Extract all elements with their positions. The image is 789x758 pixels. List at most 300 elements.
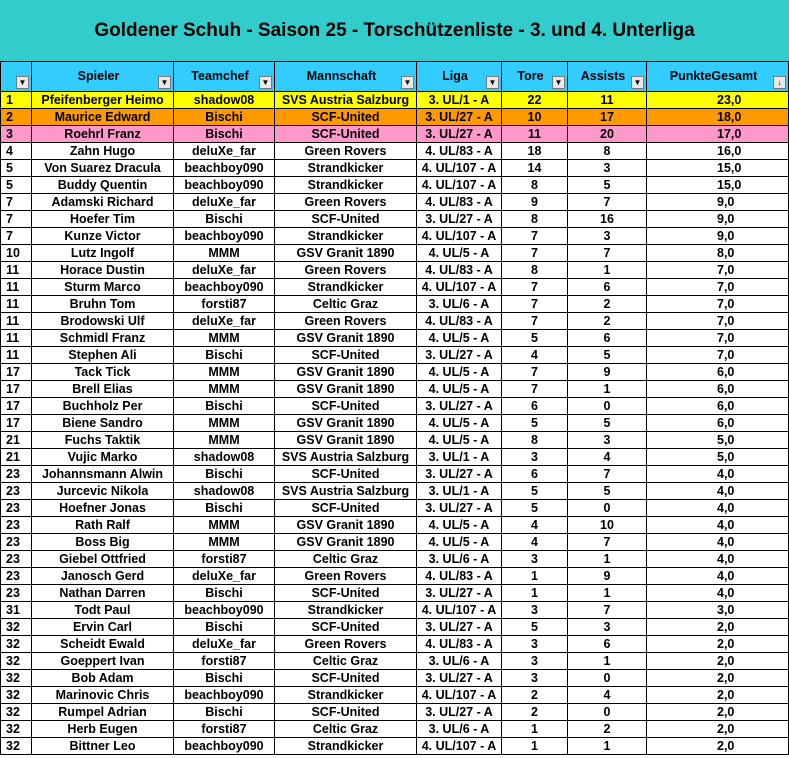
assists-cell: 4: [568, 687, 647, 704]
spieler-cell: Bob Adam: [32, 670, 174, 687]
assists-cell: 2: [568, 296, 647, 313]
table-row: [1, 381, 789, 398]
spieler-cell: Schmidl Franz: [32, 330, 174, 347]
punkte-cell: 4,0: [647, 551, 789, 568]
header-teamchef: Teamchef ▼: [174, 62, 275, 92]
liga-cell: 4. UL/107 - A: [417, 279, 502, 296]
rank-cell: 23: [1, 534, 32, 551]
spieler-cell: Brell Elias: [32, 381, 174, 398]
punkte-cell: 2,0: [647, 721, 789, 738]
table-row: [1, 466, 789, 483]
mannschaft-cell: SCF-United: [275, 109, 417, 126]
punkte-cell: 17,0: [647, 126, 789, 143]
mannschaft-cell: Strandkicker: [275, 177, 417, 194]
liga-cell: 3. UL/27 - A: [417, 585, 502, 602]
spieler-cell: Giebel Ottfried: [32, 551, 174, 568]
rank-cell: 10: [1, 245, 32, 262]
mannschaft-cell: Strandkicker: [275, 602, 417, 619]
spieler-cell: Lutz Ingolf: [32, 245, 174, 262]
table-row: [1, 177, 789, 194]
liga-cell: 4. UL/5 - A: [417, 381, 502, 398]
assists-cell: 11: [568, 92, 647, 109]
teamchef-cell: beachboy090: [174, 602, 275, 619]
teamchef-cell: MMM: [174, 415, 275, 432]
mannschaft-cell: SCF-United: [275, 347, 417, 364]
rank-cell: 11: [1, 330, 32, 347]
teamchef-cell: Bischi: [174, 398, 275, 415]
assists-cell: 20: [568, 126, 647, 143]
liga-cell: 4. UL/5 - A: [417, 330, 502, 347]
table-row: [1, 653, 789, 670]
rank-cell: 32: [1, 653, 32, 670]
punkte-cell: 4,0: [647, 534, 789, 551]
mannschaft-cell: Celtic Graz: [275, 551, 417, 568]
assists-cell: 1: [568, 738, 647, 755]
table-row: [1, 738, 789, 755]
table-row: [1, 721, 789, 738]
punkte-cell: 5,0: [647, 449, 789, 466]
filter-dropdown-icon[interactable]: ▼: [486, 76, 499, 89]
table-row: [1, 500, 789, 517]
liga-cell: 4. UL/83 - A: [417, 194, 502, 211]
spieler-cell: Roehrl Franz: [32, 126, 174, 143]
table-row: [1, 245, 789, 262]
table-row: [1, 194, 789, 211]
mannschaft-cell: Green Rovers: [275, 194, 417, 211]
spieler-cell: Adamski Richard: [32, 194, 174, 211]
rank-cell: 23: [1, 500, 32, 517]
assists-cell: 3: [568, 228, 647, 245]
teamchef-cell: Bischi: [174, 211, 275, 228]
mannschaft-cell: SCF-United: [275, 126, 417, 143]
tore-cell: 5: [502, 500, 568, 517]
table-row: [1, 126, 789, 143]
punkte-cell: 7,0: [647, 279, 789, 296]
punkte-cell: 4,0: [647, 568, 789, 585]
punkte-cell: 15,0: [647, 160, 789, 177]
rank-cell: 23: [1, 551, 32, 568]
rank-cell: 32: [1, 721, 32, 738]
table-row: [1, 517, 789, 534]
filter-dropdown-icon[interactable]: ▼: [158, 76, 171, 89]
tore-cell: 1: [502, 738, 568, 755]
spieler-cell: Hoefer Tim: [32, 211, 174, 228]
assists-cell: 5: [568, 347, 647, 364]
table-row: [1, 228, 789, 245]
table-row: [1, 109, 789, 126]
table-row: [1, 313, 789, 330]
assists-cell: 6: [568, 636, 647, 653]
rank-cell: 17: [1, 364, 32, 381]
teamchef-cell: deluXe_far: [174, 262, 275, 279]
assists-cell: 1: [568, 585, 647, 602]
mannschaft-cell: GSV Granit 1890: [275, 432, 417, 449]
teamchef-cell: shadow08: [174, 449, 275, 466]
teamchef-cell: shadow08: [174, 92, 275, 109]
mannschaft-cell: Strandkicker: [275, 687, 417, 704]
tore-cell: 8: [502, 432, 568, 449]
table-row: [1, 262, 789, 279]
punkte-cell: 6,0: [647, 398, 789, 415]
table-row: [1, 568, 789, 585]
rank-cell: 11: [1, 279, 32, 296]
tore-cell: 1: [502, 585, 568, 602]
mannschaft-cell: GSV Granit 1890: [275, 534, 417, 551]
punkte-cell: 6,0: [647, 364, 789, 381]
punkte-cell: 7,0: [647, 262, 789, 279]
rank-cell: 32: [1, 738, 32, 755]
assists-cell: 2: [568, 313, 647, 330]
spieler-cell: Bittner Leo: [32, 738, 174, 755]
teamchef-cell: Bischi: [174, 109, 275, 126]
table-row: [1, 687, 789, 704]
tore-cell: 5: [502, 330, 568, 347]
teamchef-cell: forsti87: [174, 296, 275, 313]
teamchef-cell: deluXe_far: [174, 143, 275, 160]
tore-cell: 6: [502, 398, 568, 415]
spieler-cell: Rath Ralf: [32, 517, 174, 534]
assists-cell: 1: [568, 653, 647, 670]
tore-cell: 8: [502, 211, 568, 228]
table-row: [1, 364, 789, 381]
table-row: [1, 602, 789, 619]
assists-cell: 10: [568, 517, 647, 534]
punkte-cell: 5,0: [647, 432, 789, 449]
punkte-cell: 7,0: [647, 313, 789, 330]
assists-cell: 9: [568, 568, 647, 585]
assists-cell: 0: [568, 704, 647, 721]
assists-cell: 8: [568, 143, 647, 160]
assists-cell: 7: [568, 602, 647, 619]
table-row: [1, 449, 789, 466]
header-liga: Liga ▼: [417, 62, 502, 92]
table-row: [1, 619, 789, 636]
table-row: [1, 330, 789, 347]
teamchef-cell: MMM: [174, 330, 275, 347]
teamchef-cell: deluXe_far: [174, 194, 275, 211]
assists-cell: 1: [568, 381, 647, 398]
mannschaft-cell: SVS Austria Salzburg: [275, 449, 417, 466]
rank-cell: 23: [1, 483, 32, 500]
table-row: [1, 398, 789, 415]
teamchef-cell: MMM: [174, 517, 275, 534]
filter-dropdown-icon[interactable]: ▼: [552, 76, 565, 89]
header-rank: [1, 62, 32, 92]
punkte-cell: 15,0: [647, 177, 789, 194]
teamchef-cell: Bischi: [174, 704, 275, 721]
filter-dropdown-icon[interactable]: ▼: [631, 76, 644, 89]
header-tore: Tore ▼: [502, 62, 568, 92]
liga-cell: 3. UL/27 - A: [417, 109, 502, 126]
tore-cell: 7: [502, 245, 568, 262]
teamchef-cell: Bischi: [174, 126, 275, 143]
tore-cell: 14: [502, 160, 568, 177]
liga-cell: 4. UL/5 - A: [417, 415, 502, 432]
liga-cell: 3. UL/6 - A: [417, 551, 502, 568]
table-row: [1, 432, 789, 449]
assists-cell: 5: [568, 177, 647, 194]
liga-cell: 4. UL/5 - A: [417, 517, 502, 534]
sort-descending-icon[interactable]: ↓: [773, 76, 786, 89]
spieler-cell: Tack Tick: [32, 364, 174, 381]
mannschaft-cell: Strandkicker: [275, 279, 417, 296]
liga-cell: 3. UL/27 - A: [417, 466, 502, 483]
tore-cell: 5: [502, 483, 568, 500]
tore-cell: 3: [502, 602, 568, 619]
liga-cell: 4. UL/107 - A: [417, 687, 502, 704]
liga-cell: 3. UL/27 - A: [417, 347, 502, 364]
teamchef-cell: beachboy090: [174, 738, 275, 755]
header-assists: Assists ▼: [568, 62, 647, 92]
punkte-cell: 9,0: [647, 228, 789, 245]
punkte-cell: 2,0: [647, 636, 789, 653]
mannschaft-cell: GSV Granit 1890: [275, 245, 417, 262]
tore-cell: 7: [502, 364, 568, 381]
punkte-cell: 2,0: [647, 738, 789, 755]
liga-cell: 3. UL/27 - A: [417, 500, 502, 517]
rank-cell: 5: [1, 177, 32, 194]
teamchef-cell: Bischi: [174, 500, 275, 517]
tore-cell: 5: [502, 619, 568, 636]
mannschaft-cell: Strandkicker: [275, 160, 417, 177]
filter-dropdown-icon[interactable]: ▼: [401, 76, 414, 89]
filter-dropdown-icon[interactable]: ▼: [16, 76, 29, 89]
mannschaft-cell: SCF-United: [275, 211, 417, 228]
rank-cell: 32: [1, 670, 32, 687]
liga-cell: 4. UL/5 - A: [417, 534, 502, 551]
rank-cell: 11: [1, 262, 32, 279]
tore-cell: 7: [502, 279, 568, 296]
liga-cell: 4. UL/107 - A: [417, 177, 502, 194]
assists-cell: 0: [568, 670, 647, 687]
assists-cell: 3: [568, 432, 647, 449]
rank-cell: 3: [1, 126, 32, 143]
liga-cell: 4. UL/83 - A: [417, 313, 502, 330]
rank-cell: 11: [1, 347, 32, 364]
tore-cell: 5: [502, 415, 568, 432]
punkte-cell: 4,0: [647, 585, 789, 602]
liga-cell: 3. UL/27 - A: [417, 670, 502, 687]
rank-cell: 5: [1, 160, 32, 177]
table-row: [1, 483, 789, 500]
tore-cell: 2: [502, 704, 568, 721]
tore-cell: 1: [502, 568, 568, 585]
spieler-cell: Goeppert Ivan: [32, 653, 174, 670]
table-row: [1, 296, 789, 313]
rank-cell: 32: [1, 619, 32, 636]
liga-cell: 4. UL/83 - A: [417, 143, 502, 160]
mannschaft-cell: SVS Austria Salzburg: [275, 92, 417, 109]
rank-cell: 2: [1, 109, 32, 126]
mannschaft-cell: GSV Granit 1890: [275, 415, 417, 432]
punkte-cell: 16,0: [647, 143, 789, 160]
spieler-cell: Herb Eugen: [32, 721, 174, 738]
punkte-cell: 7,0: [647, 347, 789, 364]
tore-cell: 3: [502, 670, 568, 687]
assists-cell: 2: [568, 721, 647, 738]
liga-cell: 3. UL/27 - A: [417, 704, 502, 721]
rank-cell: 17: [1, 398, 32, 415]
teamchef-cell: MMM: [174, 534, 275, 551]
assists-cell: 9: [568, 364, 647, 381]
punkte-cell: 2,0: [647, 687, 789, 704]
table-row: [1, 143, 789, 160]
punkte-cell: 2,0: [647, 704, 789, 721]
spieler-cell: Nathan Darren: [32, 585, 174, 602]
teamchef-cell: Bischi: [174, 347, 275, 364]
rank-cell: 17: [1, 415, 32, 432]
assists-cell: 6: [568, 279, 647, 296]
assists-cell: 16: [568, 211, 647, 228]
mannschaft-cell: GSV Granit 1890: [275, 364, 417, 381]
rank-cell: 32: [1, 687, 32, 704]
tore-cell: 3: [502, 653, 568, 670]
spieler-cell: Scheidt Ewald: [32, 636, 174, 653]
teamchef-cell: MMM: [174, 364, 275, 381]
tore-cell: 11: [502, 126, 568, 143]
spieler-cell: Buddy Quentin: [32, 177, 174, 194]
tore-cell: 8: [502, 262, 568, 279]
rank-cell: 31: [1, 602, 32, 619]
tore-cell: 3: [502, 636, 568, 653]
punkte-cell: 4,0: [647, 483, 789, 500]
teamchef-cell: forsti87: [174, 721, 275, 738]
punkte-cell: 7,0: [647, 330, 789, 347]
spieler-cell: Marinovic Chris: [32, 687, 174, 704]
spieler-cell: Biene Sandro: [32, 415, 174, 432]
table-row: [1, 636, 789, 653]
table-row: [1, 551, 789, 568]
teamchef-cell: shadow08: [174, 483, 275, 500]
mannschaft-cell: Green Rovers: [275, 313, 417, 330]
assists-cell: 5: [568, 483, 647, 500]
tore-cell: 8: [502, 177, 568, 194]
liga-cell: 3. UL/1 - A: [417, 449, 502, 466]
rank-cell: 11: [1, 296, 32, 313]
punkte-cell: 23,0: [647, 92, 789, 109]
spieler-cell: Von Suarez Dracula: [32, 160, 174, 177]
tore-cell: 1: [502, 721, 568, 738]
liga-cell: 3. UL/6 - A: [417, 653, 502, 670]
assists-cell: 0: [568, 398, 647, 415]
mannschaft-cell: Strandkicker: [275, 228, 417, 245]
punkte-cell: 9,0: [647, 211, 789, 228]
spieler-cell: Sturm Marco: [32, 279, 174, 296]
rank-cell: 7: [1, 211, 32, 228]
liga-cell: 3. UL/27 - A: [417, 619, 502, 636]
assists-cell: 5: [568, 415, 647, 432]
assists-cell: 3: [568, 619, 647, 636]
assists-cell: 3: [568, 160, 647, 177]
table-row: [1, 92, 789, 109]
punkte-cell: 4,0: [647, 466, 789, 483]
table-row: [1, 211, 789, 228]
scorer-table: [0, 61, 789, 755]
table-row: [1, 534, 789, 551]
rank-cell: 23: [1, 568, 32, 585]
tore-cell: 7: [502, 313, 568, 330]
mannschaft-cell: Green Rovers: [275, 636, 417, 653]
spieler-cell: Rumpel Adrian: [32, 704, 174, 721]
teamchef-cell: beachboy090: [174, 279, 275, 296]
punkte-cell: 7,0: [647, 296, 789, 313]
liga-cell: 3. UL/1 - A: [417, 483, 502, 500]
liga-cell: 4. UL/107 - A: [417, 160, 502, 177]
punkte-cell: 2,0: [647, 619, 789, 636]
teamchef-cell: MMM: [174, 381, 275, 398]
spieler-cell: Boss Big: [32, 534, 174, 551]
teamchef-cell: Bischi: [174, 466, 275, 483]
rank-cell: 11: [1, 313, 32, 330]
mannschaft-cell: GSV Granit 1890: [275, 381, 417, 398]
rank-cell: 23: [1, 517, 32, 534]
spieler-cell: Johannsmann Alwin: [32, 466, 174, 483]
table-row: [1, 585, 789, 602]
header-spieler: Spieler ▼: [32, 62, 174, 92]
punkte-cell: 4,0: [647, 500, 789, 517]
liga-cell: 4. UL/83 - A: [417, 262, 502, 279]
mannschaft-cell: SCF-United: [275, 585, 417, 602]
liga-cell: 3. UL/27 - A: [417, 126, 502, 143]
tore-cell: 10: [502, 109, 568, 126]
mannschaft-cell: Celtic Graz: [275, 653, 417, 670]
table-row: [1, 704, 789, 721]
assists-cell: 7: [568, 245, 647, 262]
mannschaft-cell: SCF-United: [275, 500, 417, 517]
mannschaft-cell: Celtic Graz: [275, 296, 417, 313]
teamchef-cell: MMM: [174, 432, 275, 449]
liga-cell: 4. UL/83 - A: [417, 568, 502, 585]
header-punkte: PunkteGesamt ↓: [647, 62, 789, 92]
rank-cell: 4: [1, 143, 32, 160]
assists-cell: 17: [568, 109, 647, 126]
liga-cell: 4. UL/107 - A: [417, 228, 502, 245]
rank-cell: 23: [1, 466, 32, 483]
tore-cell: 7: [502, 296, 568, 313]
tore-cell: 7: [502, 228, 568, 245]
punkte-cell: 2,0: [647, 670, 789, 687]
assists-cell: 4: [568, 449, 647, 466]
tore-cell: 18: [502, 143, 568, 160]
spieler-cell: Brodowski Ulf: [32, 313, 174, 330]
header-mannschaft: Mannschaft ▼: [275, 62, 417, 92]
spieler-cell: Zahn Hugo: [32, 143, 174, 160]
table-row: [1, 415, 789, 432]
spieler-cell: Ervin Carl: [32, 619, 174, 636]
rank-cell: 32: [1, 636, 32, 653]
assists-cell: 1: [568, 551, 647, 568]
mannschaft-cell: GSV Granit 1890: [275, 517, 417, 534]
teamchef-cell: beachboy090: [174, 160, 275, 177]
spieler-cell: Hoefner Jonas: [32, 500, 174, 517]
tore-cell: 3: [502, 449, 568, 466]
filter-dropdown-icon[interactable]: ▼: [259, 76, 272, 89]
spieler-cell: Buchholz Per: [32, 398, 174, 415]
teamchef-cell: beachboy090: [174, 228, 275, 245]
liga-cell: 4. UL/5 - A: [417, 364, 502, 381]
tore-cell: 7: [502, 381, 568, 398]
teamchef-cell: deluXe_far: [174, 313, 275, 330]
teamchef-cell: beachboy090: [174, 687, 275, 704]
tore-cell: 2: [502, 687, 568, 704]
mannschaft-cell: SCF-United: [275, 670, 417, 687]
rank-cell: 7: [1, 194, 32, 211]
rank-cell: 21: [1, 432, 32, 449]
tore-cell: 3: [502, 551, 568, 568]
table-row: [1, 670, 789, 687]
liga-cell: 3. UL/1 - A: [417, 92, 502, 109]
teamchef-cell: forsti87: [174, 653, 275, 670]
